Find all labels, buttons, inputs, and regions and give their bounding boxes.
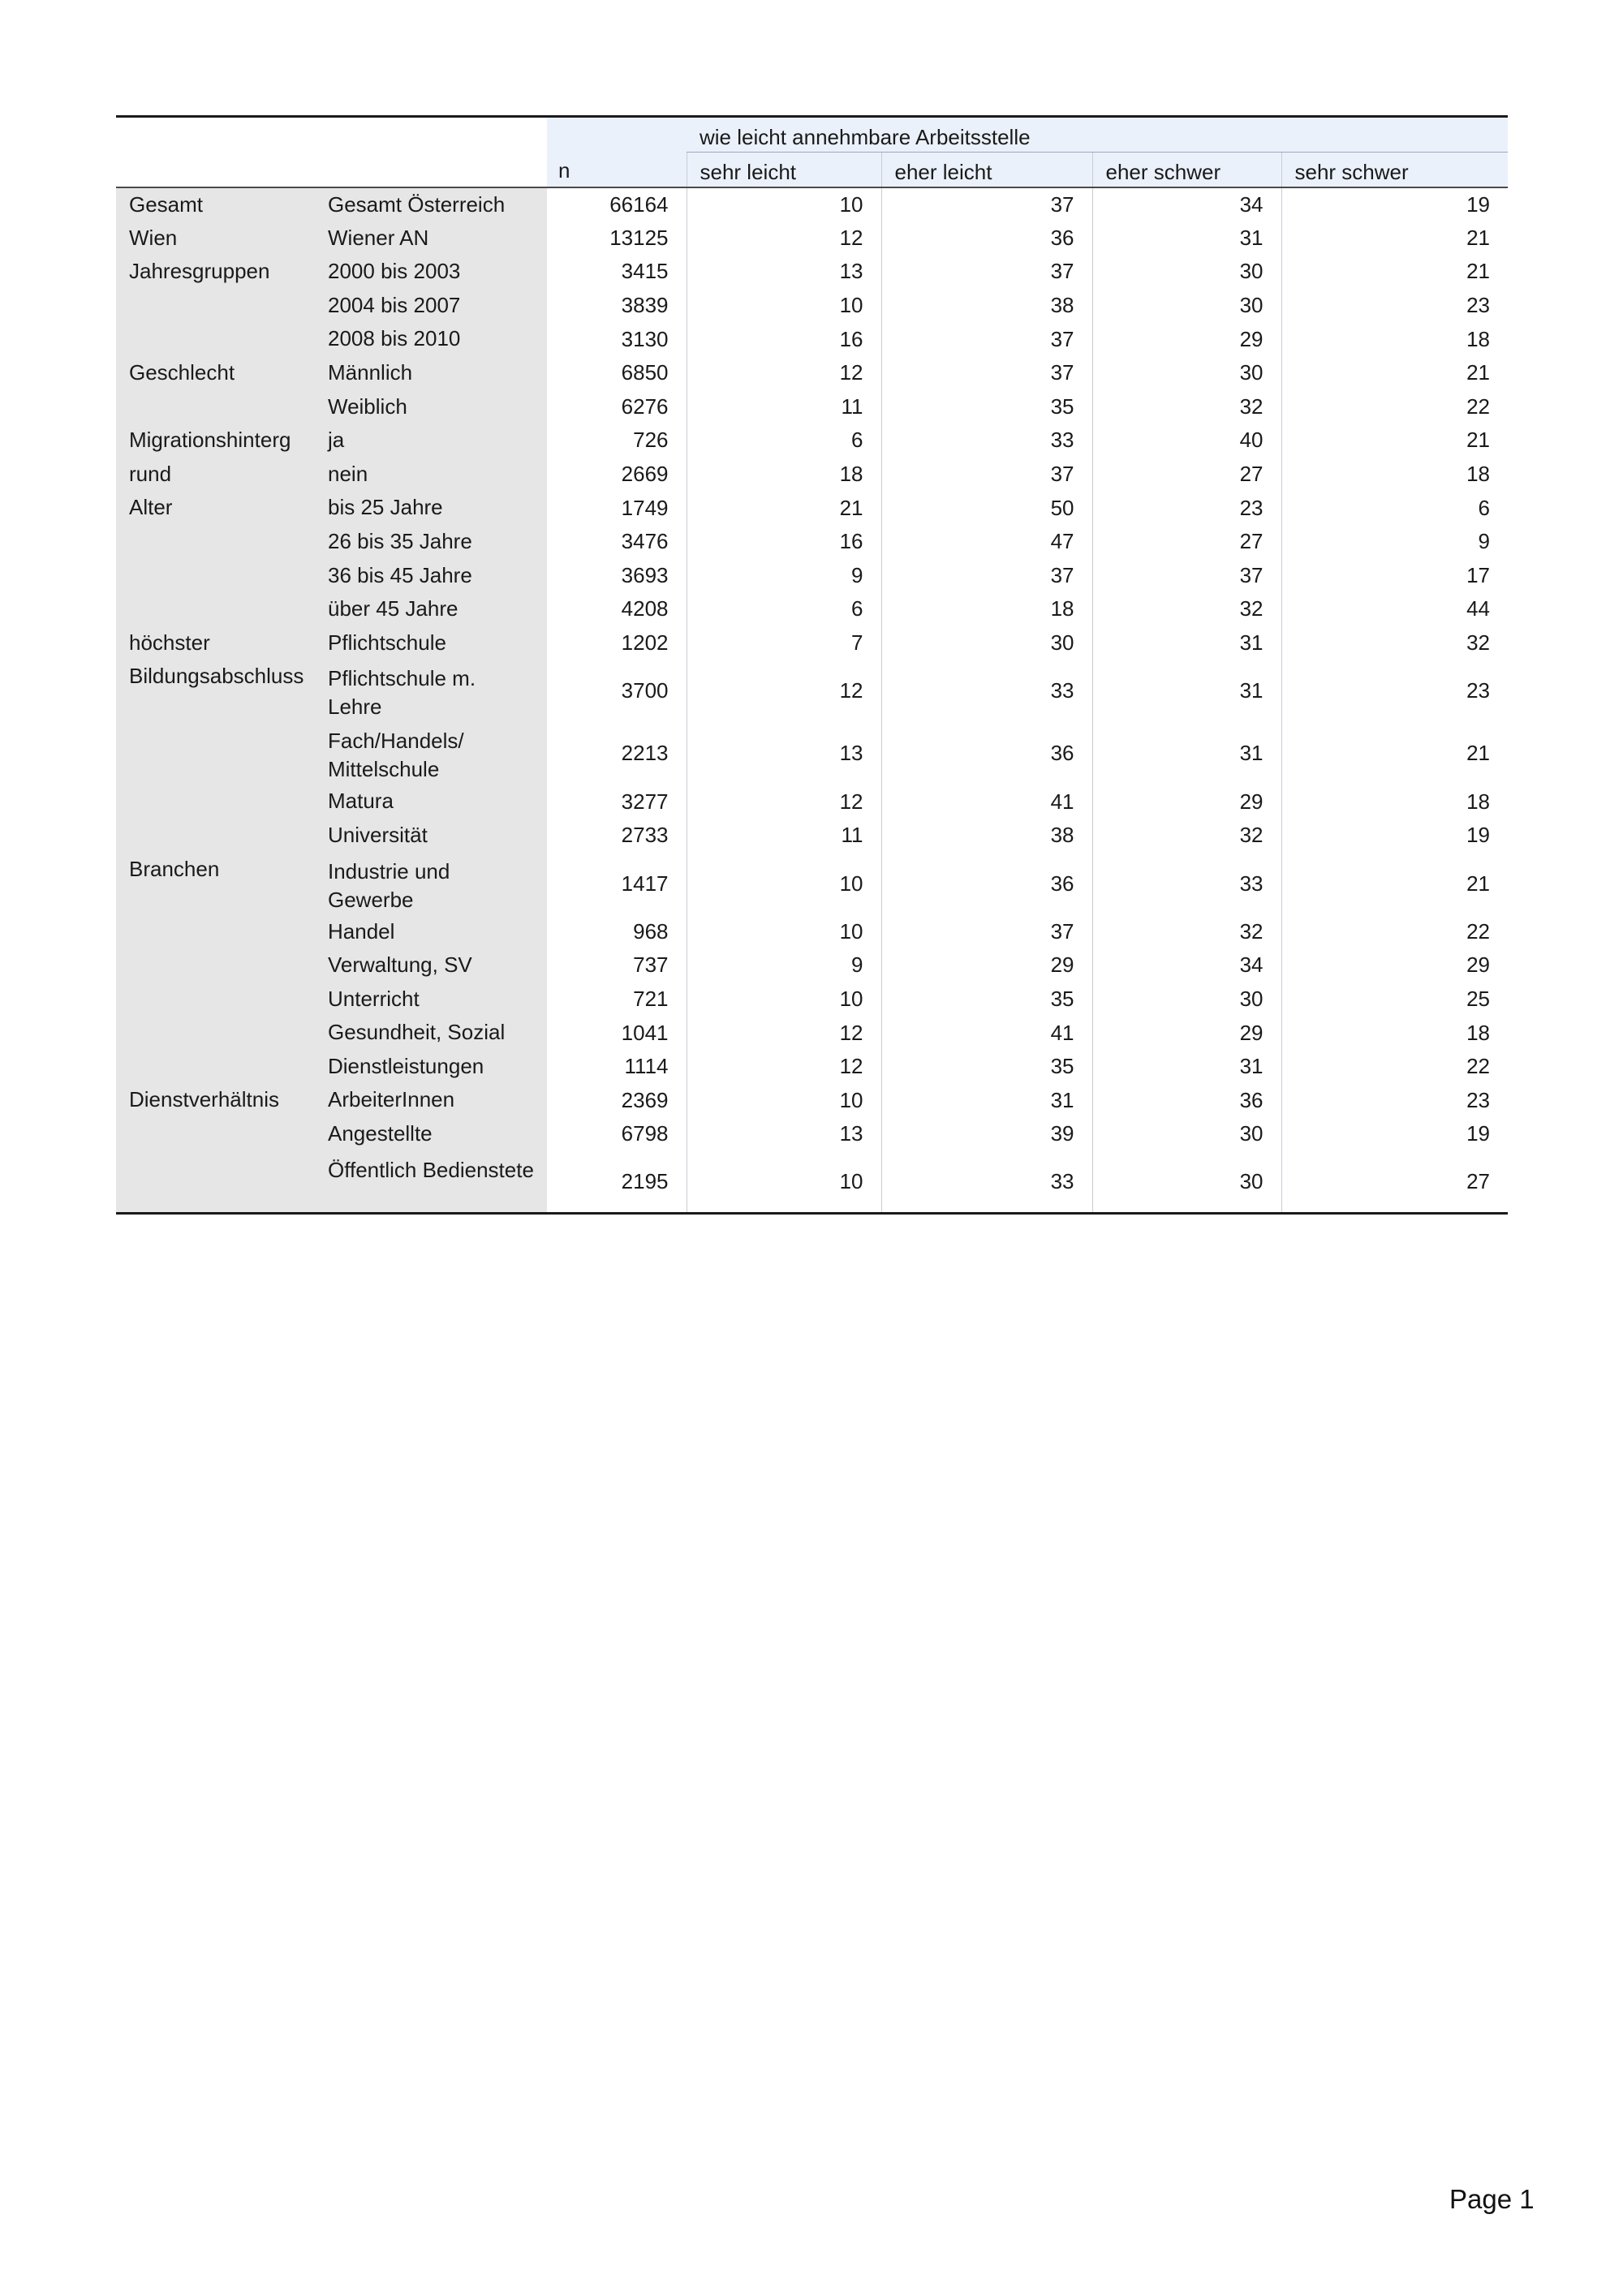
row-group-label <box>116 1016 315 1050</box>
cell-eher-leicht: 18 <box>881 592 1092 626</box>
table-row <box>116 948 1508 982</box>
row-n-value: 3476 <box>621 529 669 554</box>
row-sub-label: Verwaltung, SV <box>315 948 547 982</box>
cell-sehr-leicht: 7 <box>687 626 881 660</box>
cell-eher-leicht: 31 <box>881 1083 1092 1117</box>
row-n-value: 3277 <box>621 789 669 814</box>
row-group-label: Alter <box>116 491 315 525</box>
header-n-label: n <box>558 158 570 183</box>
cell-eher-leicht: 33 <box>881 1151 1092 1214</box>
row-group-label <box>116 915 315 949</box>
row-sub-label: Öffentlich Bedienstete <box>315 1151 547 1214</box>
cell-sehr-leicht: 6 <box>687 592 881 626</box>
cell-sehr-schwer: 22 <box>1281 1050 1508 1084</box>
row-sub-label: 2004 bis 2007 <box>315 289 547 323</box>
table-row <box>116 221 1508 256</box>
row-sub-label: Unterricht <box>315 982 547 1017</box>
cell-sehr-schwer: 23 <box>1281 660 1508 722</box>
header-category-sehr-schwer: sehr schwer <box>1281 153 1508 188</box>
cell-eher-schwer: 31 <box>1092 1050 1281 1084</box>
table-row <box>116 322 1508 356</box>
row-group-label: höchster <box>116 626 315 660</box>
table-row <box>116 592 1508 626</box>
crosstab-table <box>116 115 1508 1215</box>
row-n-value: 2213 <box>621 741 669 766</box>
row-group-label <box>116 722 315 785</box>
header-category-sehr-leicht: sehr leicht <box>687 153 881 188</box>
header-category-eher-leicht: eher leicht <box>881 153 1092 188</box>
row-group-label <box>116 390 315 424</box>
cell-eher-leicht: 37 <box>881 559 1092 593</box>
cell-sehr-schwer: 23 <box>1281 289 1508 323</box>
row-n-value: 2669 <box>621 462 669 487</box>
row-sub-label: 36 bis 45 Jahre <box>315 559 547 593</box>
cell-eher-schwer: 30 <box>1092 982 1281 1017</box>
table-row <box>116 915 1508 949</box>
cell-sehr-leicht: 10 <box>687 187 881 221</box>
row-n-value: 2195 <box>621 1168 669 1193</box>
cell-eher-leicht: 36 <box>881 221 1092 256</box>
row-n-value: 1417 <box>621 871 669 896</box>
cell-eher-schwer: 30 <box>1092 289 1281 323</box>
cell-sehr-leicht: 13 <box>687 255 881 289</box>
header-blank-cell <box>116 153 315 188</box>
row-n-value: 1041 <box>621 1020 669 1045</box>
cell-sehr-schwer: 29 <box>1281 948 1508 982</box>
table-row <box>116 853 1508 915</box>
cell-eher-leicht: 36 <box>881 722 1092 785</box>
cell-sehr-schwer: 18 <box>1281 1016 1508 1050</box>
cell-sehr-leicht: 16 <box>687 322 881 356</box>
table-row <box>116 559 1508 593</box>
cell-sehr-schwer: 21 <box>1281 356 1508 390</box>
row-sub-label: Pflichtschule m. Lehre <box>315 660 547 722</box>
cell-eher-schwer: 30 <box>1092 1151 1281 1214</box>
cell-sehr-schwer: 9 <box>1281 525 1508 559</box>
cell-sehr-leicht: 12 <box>687 785 881 819</box>
cell-sehr-schwer: 17 <box>1281 559 1508 593</box>
cell-sehr-schwer: 27 <box>1281 1151 1508 1214</box>
cell-sehr-leicht: 13 <box>687 722 881 785</box>
row-sub-label: 2008 bis 2010 <box>315 322 547 356</box>
table-row <box>116 187 1508 221</box>
row-group-label: Geschlecht <box>116 356 315 390</box>
cell-eher-leicht: 33 <box>881 660 1092 722</box>
row-n-value: 4208 <box>621 596 669 621</box>
cell-eher-schwer: 23 <box>1092 491 1281 525</box>
cell-eher-leicht: 41 <box>881 1016 1092 1050</box>
table-row <box>116 491 1508 525</box>
cell-sehr-schwer: 44 <box>1281 592 1508 626</box>
row-n-value: 737 <box>633 952 669 978</box>
cell-eher-schwer: 36 <box>1092 1083 1281 1117</box>
row-sub-label: Industrie und Gewerbe <box>315 853 547 915</box>
cell-eher-leicht: 37 <box>881 356 1092 390</box>
row-sub-label: Wiener AN <box>315 221 547 256</box>
row-sub-label: ja <box>315 424 547 458</box>
cell-eher-leicht: 29 <box>881 948 1092 982</box>
row-sub-label: nein <box>315 458 547 492</box>
row-n-value: 6276 <box>621 393 669 419</box>
row-group-label: Dienstverhältnis <box>116 1083 315 1117</box>
row-n-value: 3415 <box>621 259 669 284</box>
table-row <box>116 525 1508 559</box>
cell-eher-leicht: 35 <box>881 390 1092 424</box>
row-group-label <box>116 948 315 982</box>
cell-sehr-leicht: 12 <box>687 660 881 722</box>
cell-sehr-leicht: 10 <box>687 1083 881 1117</box>
cell-sehr-schwer: 18 <box>1281 785 1508 819</box>
cell-sehr-leicht: 18 <box>687 458 881 492</box>
cell-eher-schwer: 34 <box>1092 948 1281 982</box>
cell-sehr-leicht: 9 <box>687 948 881 982</box>
row-group-label <box>116 289 315 323</box>
page-number: Page 1 <box>1449 2184 1535 2214</box>
table-row <box>116 1151 1508 1214</box>
cell-eher-leicht: 35 <box>881 1050 1092 1084</box>
cell-sehr-schwer: 21 <box>1281 221 1508 256</box>
table-row <box>116 626 1508 660</box>
cell-sehr-leicht: 21 <box>687 491 881 525</box>
cell-sehr-schwer: 32 <box>1281 626 1508 660</box>
cell-eher-schwer: 30 <box>1092 1117 1281 1151</box>
cell-eher-schwer: 30 <box>1092 356 1281 390</box>
cell-sehr-schwer: 21 <box>1281 255 1508 289</box>
row-group-label <box>116 1050 315 1084</box>
row-n-value: 3130 <box>621 326 669 351</box>
row-n-value: 721 <box>633 986 669 1011</box>
row-sub-label: ArbeiterInnen <box>315 1083 547 1117</box>
cell-eher-schwer: 29 <box>1092 785 1281 819</box>
table-row <box>116 458 1508 492</box>
cell-eher-leicht: 39 <box>881 1117 1092 1151</box>
table-row <box>116 785 1508 819</box>
row-sub-label: Handel <box>315 915 547 949</box>
cell-eher-schwer: 31 <box>1092 626 1281 660</box>
header-category-eher-schwer: eher schwer <box>1092 153 1281 188</box>
cell-eher-schwer: 27 <box>1092 525 1281 559</box>
cell-sehr-schwer: 25 <box>1281 982 1508 1017</box>
row-group-label <box>116 819 315 853</box>
row-group-label <box>116 785 315 819</box>
table-row <box>116 722 1508 785</box>
cell-eher-leicht: 30 <box>881 626 1092 660</box>
cell-eher-schwer: 34 <box>1092 187 1281 221</box>
table-row <box>116 390 1508 424</box>
cell-eher-schwer: 27 <box>1092 458 1281 492</box>
header-row-categories <box>116 153 1508 188</box>
table-row <box>116 356 1508 390</box>
cell-eher-leicht: 41 <box>881 785 1092 819</box>
crosstab-table-container <box>116 115 1508 1215</box>
cell-sehr-schwer: 21 <box>1281 722 1508 785</box>
row-group-label: Branchen <box>116 853 315 915</box>
cell-eher-leicht: 37 <box>881 255 1092 289</box>
cell-eher-schwer: 30 <box>1092 255 1281 289</box>
row-sub-label: Gesundheit, Sozial <box>315 1016 547 1050</box>
header-blank-cell <box>315 153 547 188</box>
cell-eher-leicht: 38 <box>881 289 1092 323</box>
header-blank-cell <box>315 117 547 153</box>
row-sub-label: Dienstleistungen <box>315 1050 547 1084</box>
cell-sehr-schwer: 19 <box>1281 1117 1508 1151</box>
row-n-value: 1202 <box>621 630 669 656</box>
cell-eher-schwer: 31 <box>1092 660 1281 722</box>
row-group-label <box>116 525 315 559</box>
row-n-value: 3839 <box>621 293 669 318</box>
cell-sehr-leicht: 10 <box>687 853 881 915</box>
cell-sehr-schwer: 21 <box>1281 424 1508 458</box>
cell-sehr-leicht: 11 <box>687 390 881 424</box>
row-sub-label: Weiblich <box>315 390 547 424</box>
cell-sehr-schwer: 19 <box>1281 187 1508 221</box>
cell-sehr-schwer: 18 <box>1281 322 1508 356</box>
cell-eher-schwer: 31 <box>1092 722 1281 785</box>
row-n-value: 6850 <box>621 360 669 385</box>
cell-sehr-leicht: 10 <box>687 289 881 323</box>
row-group-label <box>116 559 315 593</box>
table-row <box>116 1050 1508 1084</box>
cell-eher-leicht: 37 <box>881 322 1092 356</box>
cell-eher-schwer: 37 <box>1092 559 1281 593</box>
cell-sehr-leicht: 16 <box>687 525 881 559</box>
row-sub-label: Angestellte <box>315 1117 547 1151</box>
cell-sehr-leicht: 12 <box>687 1016 881 1050</box>
cell-eher-leicht: 38 <box>881 819 1092 853</box>
cell-eher-leicht: 37 <box>881 458 1092 492</box>
row-group-label: Gesamt <box>116 187 315 221</box>
cell-sehr-leicht: 12 <box>687 221 881 256</box>
cell-eher-leicht: 47 <box>881 525 1092 559</box>
table-row <box>116 982 1508 1017</box>
row-sub-label: Fach/Handels/ Mittelschule <box>315 722 547 785</box>
cell-sehr-leicht: 12 <box>687 356 881 390</box>
row-sub-label: 26 bis 35 Jahre <box>315 525 547 559</box>
cell-eher-leicht: 35 <box>881 982 1092 1017</box>
cell-eher-schwer: 32 <box>1092 390 1281 424</box>
cell-sehr-schwer: 22 <box>1281 390 1508 424</box>
cell-sehr-schwer: 22 <box>1281 915 1508 949</box>
cell-eher-schwer: 29 <box>1092 322 1281 356</box>
header-blank-cell <box>116 117 315 153</box>
row-n-value: 1749 <box>621 495 669 520</box>
cell-sehr-schwer: 18 <box>1281 458 1508 492</box>
cell-sehr-leicht: 13 <box>687 1117 881 1151</box>
cell-sehr-leicht: 9 <box>687 559 881 593</box>
row-group-label <box>116 982 315 1017</box>
cell-eher-schwer: 31 <box>1092 221 1281 256</box>
table-row <box>116 1016 1508 1050</box>
cell-sehr-leicht: 12 <box>687 1050 881 1084</box>
row-sub-label: Gesamt Österreich <box>315 187 547 221</box>
row-n-value: 6798 <box>621 1121 669 1146</box>
cell-sehr-leicht: 10 <box>687 1151 881 1214</box>
row-group-label: Migrationshinterg <box>116 424 315 458</box>
cell-eher-leicht: 37 <box>881 915 1092 949</box>
row-group-label: rund <box>116 458 315 492</box>
cell-eher-leicht: 50 <box>881 491 1092 525</box>
cell-eher-schwer: 40 <box>1092 424 1281 458</box>
row-sub-label: Universität <box>315 819 547 853</box>
row-group-label <box>116 1151 315 1214</box>
table-row <box>116 289 1508 323</box>
cell-sehr-leicht: 10 <box>687 982 881 1017</box>
cell-sehr-schwer: 19 <box>1281 819 1508 853</box>
cell-eher-schwer: 33 <box>1092 853 1281 915</box>
row-sub-label: Matura <box>315 785 547 819</box>
row-group-label <box>116 1117 315 1151</box>
header-row-group <box>116 117 1508 153</box>
row-sub-label: Pflichtschule <box>315 626 547 660</box>
cell-eher-leicht: 33 <box>881 424 1092 458</box>
row-group-label <box>116 322 315 356</box>
header-n-cell <box>547 117 687 188</box>
row-group-label: Wien <box>116 221 315 256</box>
row-sub-label: Männlich <box>315 356 547 390</box>
row-sub-label: bis 25 Jahre <box>315 491 547 525</box>
cell-eher-leicht: 36 <box>881 853 1092 915</box>
cell-sehr-leicht: 10 <box>687 915 881 949</box>
row-group-label: Jahresgruppen <box>116 255 315 289</box>
cell-sehr-schwer: 23 <box>1281 1083 1508 1117</box>
cell-sehr-leicht: 11 <box>687 819 881 853</box>
row-n-value: 13125 <box>609 225 669 250</box>
table-row <box>116 255 1508 289</box>
table-row <box>116 1117 1508 1151</box>
row-n-value: 1114 <box>624 1054 669 1079</box>
cell-eher-schwer: 32 <box>1092 915 1281 949</box>
row-sub-label: 2000 bis 2003 <box>315 255 547 289</box>
row-group-label: Bildungsabschluss <box>116 660 315 722</box>
cell-sehr-schwer: 6 <box>1281 491 1508 525</box>
table-row <box>116 1083 1508 1117</box>
row-n-value: 3700 <box>621 678 669 703</box>
cell-eher-schwer: 32 <box>1092 592 1281 626</box>
row-sub-label: über 45 Jahre <box>315 592 547 626</box>
row-n-value: 2369 <box>621 1087 669 1112</box>
table-row <box>116 424 1508 458</box>
table-body <box>116 187 1508 1214</box>
row-n-value: 726 <box>633 428 669 453</box>
header-group-title: wie leicht annehmbare Arbeitsstelle <box>687 117 1508 153</box>
cell-eher-schwer: 29 <box>1092 1016 1281 1050</box>
table-row <box>116 819 1508 853</box>
table-row <box>116 660 1508 722</box>
row-n-value: 968 <box>633 918 669 944</box>
cell-eher-leicht: 37 <box>881 187 1092 221</box>
row-n-value: 66164 <box>609 191 669 217</box>
row-n-value: 2733 <box>621 823 669 848</box>
cell-eher-schwer: 32 <box>1092 819 1281 853</box>
row-n-value: 3693 <box>621 562 669 587</box>
cell-sehr-leicht: 6 <box>687 424 881 458</box>
row-group-label <box>116 592 315 626</box>
cell-sehr-schwer: 21 <box>1281 853 1508 915</box>
